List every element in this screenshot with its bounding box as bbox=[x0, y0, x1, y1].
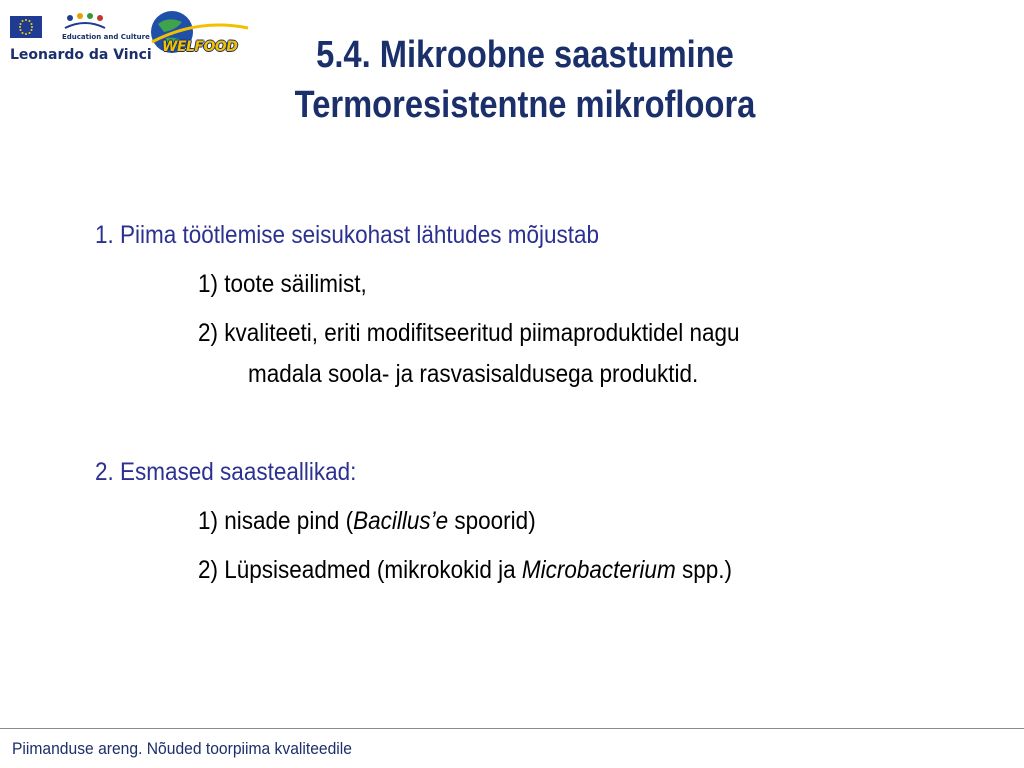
education-culture-logo-icon bbox=[62, 10, 108, 34]
section-2-heading: 2. Esmased saasteallikad: bbox=[95, 458, 357, 486]
footer-text: Piimanduse areng. Nõuded toorpiima kvaliteedile bbox=[12, 739, 352, 758]
title-line-1: 5.4. Mikroobne saastumine bbox=[316, 34, 734, 76]
section-2-item-2-suffix: spp.) bbox=[675, 556, 732, 584]
bacillus-term: Bacillus’e bbox=[353, 507, 449, 535]
eu-flag-icon bbox=[10, 16, 42, 38]
microbacterium-term: Microbacterium bbox=[521, 556, 676, 584]
section-2-item-1-prefix: 1) nisade pind ( bbox=[198, 507, 354, 535]
title-line-2: Termoresistentne mikrofloora bbox=[294, 84, 756, 126]
section-2-item-1 bbox=[198, 507, 536, 536]
section-1-item-1: 1) toote säilimist, bbox=[198, 270, 367, 298]
footer-divider bbox=[0, 728, 1024, 729]
leonardo-da-vinci-text: Leonardo da Vinci bbox=[10, 47, 152, 63]
section-2-item-2-prefix: 2) Lüpsiseadmed (mikrokokid ja bbox=[198, 556, 522, 584]
education-culture-text: Education and Culture bbox=[62, 33, 150, 41]
section-1-heading: 1. Piima töötlemise seisukohast lähtudes mõjustab bbox=[95, 221, 600, 249]
section-1-item-2-line-1: 2) kvaliteeti, eriti modifitseeritud piimaproduktidel nagu bbox=[198, 319, 740, 347]
section-2-item-1-suffix: spoorid) bbox=[448, 507, 536, 535]
section-2-item-2 bbox=[198, 556, 732, 585]
welfood-logo-text: WELFOOD bbox=[162, 39, 238, 55]
section-1-item-2-line-2: madala soola- ja rasvasisaldusega produktid. bbox=[248, 360, 699, 388]
slide-title bbox=[211, 30, 839, 130]
